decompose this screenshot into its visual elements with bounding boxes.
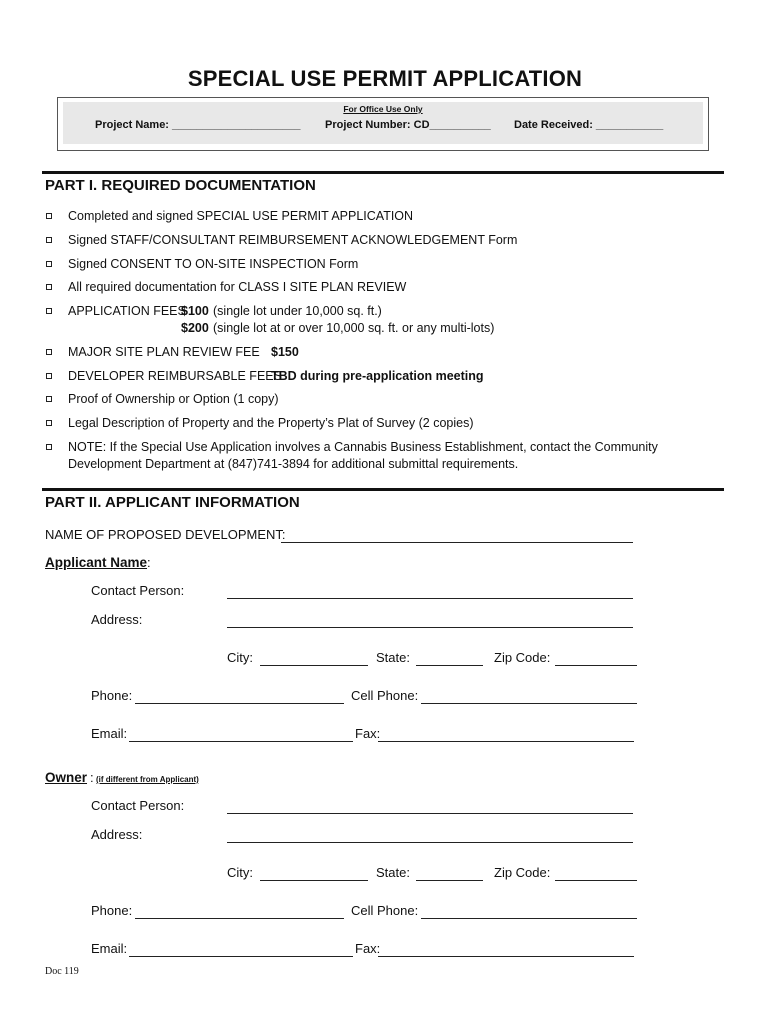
fee2-desc: (single lot at or over 10,000 sq. ft. or any multi-lots) — [213, 321, 495, 335]
office-date-received: Date Received: ___________ — [514, 119, 664, 131]
development-name-label: NAME OF PROPOSED DEVELOPMENT: — [45, 527, 286, 542]
checkbox[interactable] — [46, 308, 52, 314]
owner-phone-field[interactable] — [135, 918, 344, 919]
checkbox[interactable] — [46, 237, 52, 243]
fee1-desc: (single lot under 10,000 sq. ft.) — [213, 304, 382, 318]
applicant-zip-field[interactable] — [555, 665, 637, 666]
doc-item: Signed CONSENT TO ON-SITE INSPECTION Form — [68, 257, 359, 271]
applicant-phone-field[interactable] — [135, 703, 344, 704]
part2-heading: PART II. APPLICANT INFORMATION — [45, 494, 300, 511]
note-line-2: Development Department at (847)741-3894 for additional submittal requirements. — [68, 457, 519, 471]
applicant-address-label: Address: — [91, 612, 143, 627]
owner-address-label: Address: — [91, 827, 143, 842]
owner-city-label: City: — [227, 865, 253, 880]
doc-item: Proof of Ownership or Option (1 copy) — [68, 392, 279, 406]
doc-item: Signed STAFF/CONSULTANT REIMBURSEMENT ACKNOWLEDGEMENT Form — [68, 233, 518, 247]
section-divider — [42, 171, 724, 174]
applicant-cell-field[interactable] — [421, 703, 637, 704]
applicant-cell-label: Cell Phone: — [351, 688, 419, 703]
owner-cell-field[interactable] — [421, 918, 637, 919]
applicant-city-label: City: — [227, 650, 253, 665]
owner-contact-label: Contact Person: — [91, 798, 185, 813]
owner-heading: Owner — [45, 770, 88, 785]
checkbox[interactable] — [46, 261, 52, 267]
development-name-field[interactable] — [281, 542, 633, 543]
office-use-caption: For Office Use Only — [343, 104, 423, 114]
owner-city-field[interactable] — [260, 880, 368, 881]
applicant-heading: Applicant Name — [45, 555, 148, 570]
applicant-contact-field[interactable] — [227, 598, 633, 599]
checkbox[interactable] — [46, 349, 52, 355]
checkbox[interactable] — [46, 444, 52, 450]
part1-heading: PART I. REQUIRED DOCUMENTATION — [45, 177, 316, 194]
fees-label: APPLICATION FEES — [68, 304, 186, 318]
owner-fax-label: Fax: — [355, 941, 381, 956]
note-line-1: NOTE: If the Special Use Application involves a Cannabis Business Establishment, contact the Community — [68, 440, 658, 454]
applicant-email-field[interactable] — [129, 741, 353, 742]
doc-item: All required documentation for CLASS I SITE PLAN REVIEW — [68, 280, 407, 294]
major-fee-label: MAJOR SITE PLAN REVIEW FEE — [68, 345, 260, 359]
owner-contact-field[interactable] — [227, 813, 633, 814]
checkbox[interactable] — [46, 396, 52, 402]
owner-state-field[interactable] — [416, 880, 483, 881]
applicant-fax-label: Fax: — [355, 726, 381, 741]
doc-item: Legal Description of Property and the Property’s Plat of Survey (2 copies) — [68, 416, 474, 430]
owner-email-field[interactable] — [129, 956, 353, 957]
developer-fee-label: DEVELOPER REIMBURSABLE FEES — [68, 369, 282, 383]
doc-item: Completed and signed SPECIAL USE PERMIT APPLICATION — [68, 209, 414, 223]
document-title: SPECIAL USE PERMIT APPLICATION — [187, 66, 583, 91]
applicant-city-field[interactable] — [260, 665, 368, 666]
applicant-contact-label: Contact Person: — [91, 583, 185, 598]
owner-note: (if different from Applicant) — [96, 775, 199, 784]
fee1-amount: $100 — [181, 304, 209, 318]
office-use-box — [57, 97, 709, 151]
office-project-name: Project Name: _____________________ — [95, 119, 301, 131]
applicant-fax-field[interactable] — [378, 741, 634, 742]
applicant-email-label: Email: — [91, 726, 128, 741]
owner-email-label: Email: — [91, 941, 128, 956]
applicant-heading-colon: : — [147, 555, 151, 570]
checkbox[interactable] — [46, 284, 52, 290]
owner-fax-field[interactable] — [378, 956, 634, 957]
office-project-number: Project Number: CD__________ — [325, 119, 491, 131]
checkbox[interactable] — [46, 213, 52, 219]
applicant-phone-label: Phone: — [91, 688, 133, 703]
owner-zip-field[interactable] — [555, 880, 637, 881]
owner-phone-label: Phone: — [91, 903, 133, 918]
fee2-amount: $200 — [181, 321, 209, 335]
document-code: Doc 119 — [45, 966, 79, 977]
checkbox[interactable] — [46, 373, 52, 379]
applicant-state-label: State: — [376, 650, 410, 665]
owner-cell-label: Cell Phone: — [351, 903, 419, 918]
developer-fee-amount: TBD during pre-application meeting — [271, 369, 484, 383]
applicant-state-field[interactable] — [416, 665, 483, 666]
owner-address-field[interactable] — [227, 842, 633, 843]
applicant-zip-label: Zip Code: — [494, 650, 551, 665]
checkbox[interactable] — [46, 420, 52, 426]
owner-zip-label: Zip Code: — [494, 865, 551, 880]
office-use-panel — [63, 102, 703, 144]
major-fee-amount: $150 — [271, 345, 299, 359]
applicant-address-field[interactable] — [227, 627, 633, 628]
section-divider — [42, 488, 724, 491]
owner-heading-colon: : — [90, 770, 94, 785]
owner-state-label: State: — [376, 865, 410, 880]
